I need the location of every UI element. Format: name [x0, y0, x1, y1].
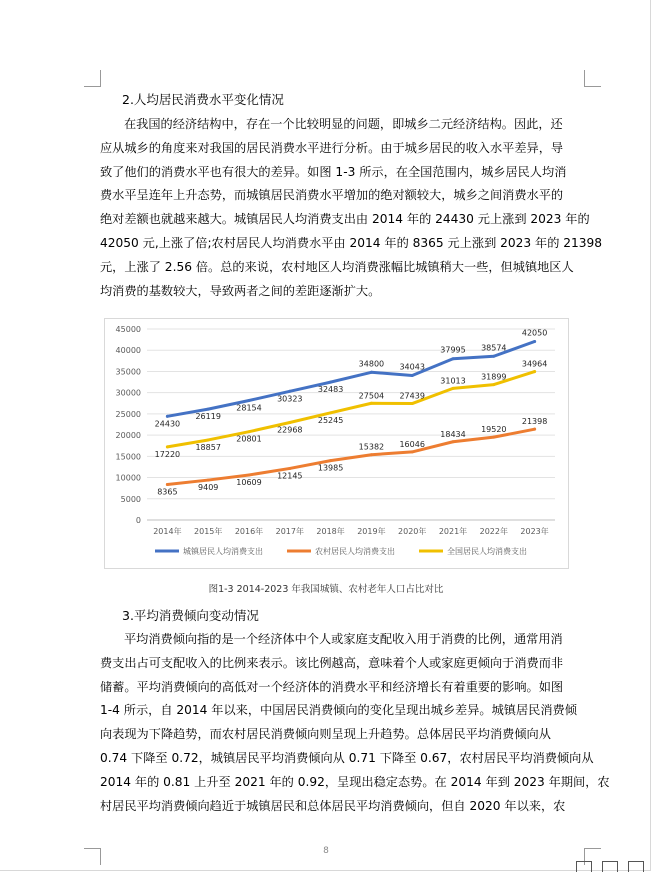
- data-point: [329, 459, 332, 462]
- data-label: 25245: [317, 415, 344, 425]
- view-mode-icons[interactable]: [576, 858, 644, 872]
- data-label: 37995: [440, 345, 466, 355]
- crop-mark-top-right: [584, 70, 601, 87]
- data-point: [411, 450, 414, 453]
- data-point: [329, 411, 332, 414]
- x-tick-label: 2016年: [234, 527, 264, 536]
- legend-label: 城镇居民人均消费支出: [183, 547, 263, 556]
- data-point: [533, 340, 536, 343]
- web-layout-icon[interactable]: [628, 861, 644, 872]
- data-label: 34043: [399, 362, 425, 372]
- data-point: [492, 436, 495, 439]
- data-point: [288, 390, 291, 393]
- y-tick-label: 30000: [115, 388, 141, 398]
- series-line: [167, 372, 534, 447]
- y-tick-label: 35000: [115, 367, 141, 377]
- paragraph-line: 致了他们的消费水平也有很大的差异。如图 1-3 所示，在全国范围内，城乡居民人均消: [100, 164, 567, 179]
- data-label: 32483: [317, 385, 344, 395]
- read-mode-icon[interactable]: [576, 861, 592, 872]
- data-label: 27439: [399, 391, 425, 401]
- data-label: 31013: [440, 376, 466, 386]
- data-label: 20801: [236, 434, 262, 444]
- data-point: [207, 408, 210, 411]
- paragraph-line: 向表现为下降趋势，而农村居民消费倾向则呈现上升趋势。总体居民平均消费倾向从: [100, 727, 551, 742]
- data-point: [207, 479, 210, 482]
- paragraph-line: 在我国的经济结构中，存在一个比较明显的问题，即城乡二元经济结构。因此，还: [124, 117, 563, 131]
- paragraph-line: 村居民平均消费倾向趋近于城镇居民和总体居民平均消费倾向，但自 2020 年以来，农: [100, 798, 566, 813]
- legend-label: 农村居民人均消费支出: [315, 547, 395, 556]
- y-tick-label: 40000: [115, 346, 141, 356]
- data-label: 42050: [521, 328, 548, 338]
- data-label: 13985: [317, 463, 344, 473]
- y-tick-label: 25000: [115, 409, 141, 419]
- paragraph-line: 费支出占可支配收入的比例来表示。该比例越高，意味着个人或家庭更倾向于消费而非: [100, 655, 564, 670]
- x-tick-label: 2018年: [316, 527, 345, 536]
- data-label: 18857: [195, 442, 221, 452]
- data-label: 27504: [358, 391, 385, 401]
- data-point: [248, 399, 251, 402]
- y-tick-label: 5000: [120, 494, 141, 504]
- data-point: [166, 445, 169, 448]
- section-3-heading: 3.平均消费倾向变动情况: [122, 608, 259, 623]
- page-number: 8: [323, 846, 329, 856]
- paragraph-line: 绝对差额也就越来越大。城镇居民人均消费支出由 2014 年的 24430 元上涨到 2023 年的: [100, 212, 590, 227]
- data-point: [492, 383, 495, 386]
- paragraph-line: 均消费的基数较大，导致两者之间的差距逐渐扩大。: [100, 283, 381, 298]
- data-point: [248, 430, 251, 433]
- data-point: [248, 473, 251, 476]
- x-tick-label: 2017年: [275, 527, 304, 536]
- data-label: 10609: [236, 477, 262, 487]
- data-label: 15382: [358, 442, 385, 452]
- paragraph-line: 费水平呈连年上升态势，而城镇居民消费水平增加的绝对额较大，城乡之间消费水平的: [100, 188, 564, 203]
- section-2-paragraph: [100, 113, 603, 303]
- series-line: [167, 342, 534, 417]
- y-tick-label: 0: [135, 516, 141, 525]
- data-label: 22968: [277, 425, 303, 435]
- figure-caption: 图1-3 2014-2023 年我国城镇、农村老年人口占比对比: [208, 584, 444, 595]
- data-label: 26119: [195, 412, 221, 422]
- section-3-paragraph: [100, 628, 610, 818]
- data-point: [452, 440, 455, 443]
- x-tick-label: 2020年: [398, 527, 427, 536]
- data-label: 31899: [481, 372, 507, 382]
- data-label: 9409: [198, 483, 219, 493]
- paragraph-line: 1-4 所示，自 2014 年以来，中国居民消费倾向的变化呈现出城乡差异。城镇居民消费倾: [100, 703, 577, 718]
- data-label: 38574: [481, 343, 507, 353]
- data-label: 34964: [521, 359, 548, 369]
- data-point: [411, 402, 414, 405]
- y-tick-label: 20000: [115, 431, 141, 441]
- line-chart: [105, 319, 568, 568]
- data-point: [207, 438, 210, 441]
- x-tick-label: 2023年: [520, 527, 549, 536]
- data-point: [370, 402, 373, 405]
- legend-label: 全国居民人均消费支出: [447, 547, 527, 556]
- data-point: [452, 387, 455, 390]
- data-point: [166, 415, 169, 418]
- data-point: [288, 467, 291, 470]
- paragraph-line: 应从城乡的角度来对我国的居民消费水平进行分析。由于城乡居民的收入水平差异，导: [100, 140, 564, 155]
- data-point: [533, 428, 536, 431]
- paragraph-line: 储蓄。平均消费倾向的高低对一个经济体的消费水平和经济增长有着重要的影响。如图: [100, 679, 564, 694]
- data-point: [411, 374, 414, 377]
- data-label: 16046: [399, 439, 425, 449]
- data-label: 8365: [157, 487, 178, 497]
- data-label: 21398: [521, 417, 548, 427]
- data-label: 18434: [440, 429, 466, 439]
- y-tick-label: 10000: [115, 473, 141, 483]
- data-point: [288, 421, 291, 424]
- y-tick-label: 45000: [115, 325, 141, 334]
- data-label: 19520: [481, 425, 507, 435]
- data-label: 12145: [277, 471, 303, 481]
- data-label: 24430: [154, 419, 181, 429]
- paragraph-line: 元，上涨了 2.56 倍。总的来说，农村地区人均消费涨幅比城镇稍大一些，但城镇地区人: [100, 259, 574, 274]
- data-point: [452, 357, 455, 360]
- x-tick-label: 2014年: [153, 527, 182, 536]
- section-2-heading: 2.人均居民消费水平变化情况: [122, 92, 284, 107]
- data-label: 30323: [277, 394, 303, 404]
- paragraph-line: 42050 元,上涨了倍;农村居民人均消费水平由 2014 年的 8365 元上涨到 2023 年的 21398: [100, 235, 603, 250]
- data-point: [370, 371, 373, 374]
- data-point: [370, 453, 373, 456]
- crop-mark-top-left: [84, 70, 101, 87]
- data-point: [329, 381, 332, 384]
- chart-container[interactable]: [104, 318, 569, 569]
- x-tick-label: 2021年: [438, 527, 468, 536]
- data-label: 17220: [154, 449, 181, 459]
- data-point: [492, 355, 495, 358]
- paragraph-line: 2014 年的 0.81 上升至 2021 年的 0.92，呈现出稳定态势。在 2014 年到 2023 年期间，农: [100, 774, 610, 789]
- data-label: 34800: [358, 359, 385, 369]
- data-point: [166, 483, 169, 486]
- print-layout-icon[interactable]: [602, 861, 618, 872]
- paragraph-line: 平均消费倾向指的是一个经济体中个人或家庭支配收入用于消费的比例，通常用消: [124, 632, 563, 646]
- x-tick-label: 2015年: [194, 527, 223, 536]
- paragraph-line: 0.74 下降至 0.72，城镇居民平均消费倾向从 0.71 下降至 0.67，农村居民平均消费倾向从: [100, 750, 594, 765]
- x-tick-label: 2019年: [357, 527, 386, 536]
- x-tick-label: 2022年: [479, 527, 508, 536]
- data-point: [533, 370, 536, 373]
- y-tick-label: 15000: [115, 452, 141, 462]
- data-label: 28154: [236, 403, 262, 413]
